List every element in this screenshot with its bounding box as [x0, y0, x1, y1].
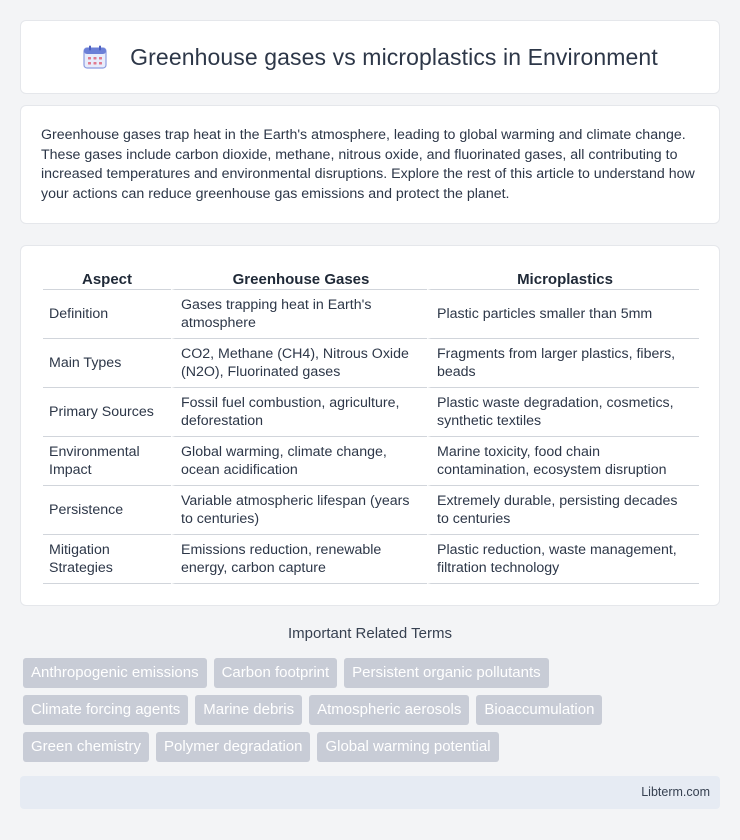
row-aspect: Environmental Impact: [43, 437, 171, 486]
page-title: Greenhouse gases vs microplastics in Environment: [130, 43, 658, 70]
tag-anthropogenic-emissions[interactable]: Anthropogenic emissions: [23, 658, 207, 688]
header-microplastics: Microplastics: [427, 266, 699, 290]
header-aspect: Aspect: [43, 266, 171, 290]
table-row: [43, 339, 699, 388]
row-greenhouse-value: CO2, Methane (CH4), Nitrous Oxide (N2O), Fluorinated gases: [171, 339, 427, 388]
tag-bioaccumulation[interactable]: Bioaccumulation: [476, 695, 602, 725]
row-aspect: Persistence: [43, 486, 171, 535]
tag-carbon-footprint[interactable]: Carbon footprint: [214, 658, 338, 688]
footer: [20, 776, 720, 809]
tag-polymer-degradation[interactable]: Polymer degradation: [156, 732, 310, 762]
row-aspect: Main Types: [43, 339, 171, 388]
table-row: [43, 290, 699, 339]
row-aspect: Definition: [43, 290, 171, 339]
intro-card: [20, 105, 720, 224]
table-row: [43, 486, 699, 535]
row-microplastics-value: Plastic particles smaller than 5mm: [427, 290, 699, 339]
tag-persistent-organic-pollutants[interactable]: Persistent organic pollutants: [344, 658, 548, 688]
row-aspect: Primary Sources: [43, 388, 171, 437]
comparison-table: [43, 266, 699, 584]
row-greenhouse-value: Fossil fuel combustion, agriculture, deforestation: [171, 388, 427, 437]
intro-paragraph: Greenhouse gases trap heat in the Earth's atmosphere, leading to global warming and climate change. These gases include carbon dioxide, methane, nitrous oxide, and fluorinated gases, all contributing to increased temperatures and environmental disruptions. Explore the rest of this article to understand how your actions can reduce greenhouse gas emissions and protect the planet.: [41, 127, 695, 202]
table-row: [43, 388, 699, 437]
tag-row: [23, 658, 723, 688]
row-microplastics-value: Extremely durable, persisting decades to centuries: [427, 486, 699, 535]
row-greenhouse-value: Emissions reduction, renewable energy, carbon capture: [171, 535, 427, 584]
tag-row: [23, 732, 723, 762]
table-row: [43, 437, 699, 486]
comparison-card: [20, 245, 720, 606]
calendar-icon: [82, 44, 108, 70]
tag-atmospheric-aerosols[interactable]: Atmospheric aerosols: [309, 695, 469, 725]
title-row: [82, 44, 658, 71]
row-aspect: Mitigation Strategies: [43, 535, 171, 584]
related-terms-list: [23, 658, 723, 769]
row-microplastics-value: Plastic reduction, waste management, filtration technology: [427, 535, 699, 584]
table-header-row: [43, 266, 699, 290]
row-greenhouse-value: Variable atmospheric lifespan (years to centuries): [171, 486, 427, 535]
table-row: [43, 535, 699, 584]
row-greenhouse-value: Global warming, climate change, ocean acidification: [171, 437, 427, 486]
tag-row: [23, 695, 723, 725]
related-terms-heading: Important Related Terms: [288, 625, 452, 642]
title-card: [20, 20, 720, 94]
tag-climate-forcing-agents[interactable]: Climate forcing agents: [23, 695, 188, 725]
header-greenhouse-gases: Greenhouse Gases: [171, 266, 427, 290]
tag-global-warming-potential[interactable]: Global warming potential: [317, 732, 498, 762]
row-microplastics-value: Marine toxicity, food chain contamination, ecosystem disruption: [427, 437, 699, 486]
footer-site-link[interactable]: Libterm.com: [641, 785, 710, 799]
tag-green-chemistry[interactable]: Green chemistry: [23, 732, 149, 762]
row-microplastics-value: Plastic waste degradation, cosmetics, synthetic textiles: [427, 388, 699, 437]
row-greenhouse-value: Gases trapping heat in Earth's atmosphere: [171, 290, 427, 339]
tag-marine-debris[interactable]: Marine debris: [195, 695, 302, 725]
row-microplastics-value: Fragments from larger plastics, fibers, beads: [427, 339, 699, 388]
